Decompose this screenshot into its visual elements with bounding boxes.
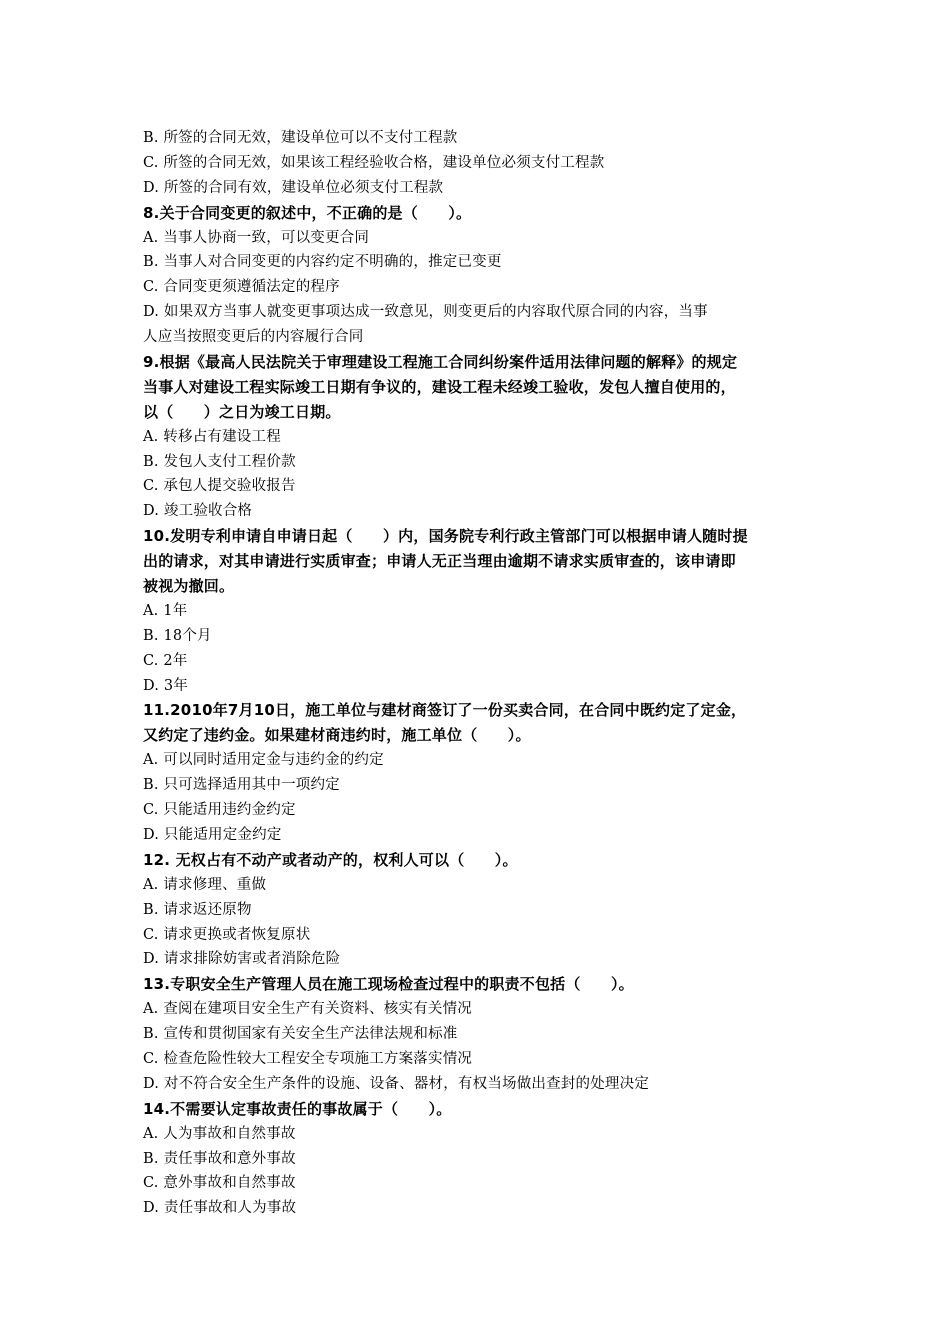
answer-option-line: A. 可以同时适用定金与违约金的约定 — [143, 752, 384, 769]
question-text-line: 12. 无权占有不动产或者动产的，权利人可以（ ）。 — [143, 850, 518, 869]
answer-option-line: A. 转移占有建设工程 — [143, 428, 281, 445]
answer-option-line: D. 所签的合同有效，建设单位必须支付工程款 — [143, 179, 444, 196]
answer-option-line: B. 18个月 — [143, 627, 212, 644]
answer-option-line: D. 对不符合安全生产条件的设施、设备、器材，有权当场做出查封的处理决定 — [143, 1075, 650, 1092]
answer-option-line: B. 所签的合同无效，建设单位可以不支付工程款 — [143, 130, 458, 146]
question-text-line: 13.专职安全生产管理人员在施工现场检查过程中的职责不包括（ ）。 — [143, 975, 634, 994]
answer-option-line: C. 承包人提交验收报告 — [143, 478, 296, 495]
answer-option-line: D. 只能适用定金约定 — [143, 826, 282, 843]
answer-option-line: D. 3年 — [143, 677, 189, 694]
document-body — [143, 126, 813, 1221]
answer-option-line: D. 如果双方当事人就变更事项达成一致意见，则变更后的内容取代原合同的内容，当事 — [143, 304, 708, 321]
answer-option-line: A. 当事人协商一致，可以变更合同 — [143, 229, 370, 246]
answer-option-line: C. 检查危险性较大工程安全专项施工方案落实情况 — [143, 1050, 473, 1067]
answer-option-line: D. 竣工验收合格 — [143, 503, 253, 520]
answer-option-line: A. 1年 — [143, 602, 188, 619]
question-text-line: 9.根据《最高人民法院关于审理建设工程施工合同纠纷案件适用法律问题的解释》的规定 — [143, 353, 738, 372]
answer-option-line: D. 请求排除妨害或者消除危险 — [143, 951, 341, 968]
answer-option-line: 人应当按照变更后的内容履行合同 — [143, 329, 364, 346]
answer-option-line: C. 请求更换或者恢复原状 — [143, 926, 311, 943]
answer-option-line: B. 责任事故和意外事故 — [143, 1150, 296, 1167]
answer-option-line: B. 宣传和贯彻国家有关安全生产法律法规和标准 — [143, 1026, 458, 1043]
question-text-line: 被视为撤回。 — [143, 577, 235, 596]
answer-option-line: C. 所签的合同无效，如果该工程经验收合格，建设单位必须支付工程款 — [143, 154, 605, 171]
question-text-line: 11.2010年7月10日，施工单位与建材商签订了一份买卖合同，在合同中既约定了定金， — [143, 701, 747, 720]
question-text-line: 当事人对建设工程实际竣工日期有争议的，建设工程未经竣工验收，发包人擅自使用的， — [143, 377, 736, 396]
answer-option-line: C. 意外事故和自然事故 — [143, 1175, 296, 1192]
question-text-line: 10.发明专利申请自申请日起（ ）内，国务院专利行政主管部门可以根据申请人随时提 — [143, 527, 748, 546]
answer-option-line: A. 请求修理、重做 — [143, 876, 267, 893]
answer-option-line: C. 合同变更须遵循法定的程序 — [143, 279, 340, 296]
answer-option-line: B. 当事人对合同变更的内容约定不明确的，推定已变更 — [143, 254, 502, 271]
answer-option-line: C. 2年 — [143, 652, 188, 669]
question-text-line: 出的请求，对其申请进行实质审查；申请人无正当理由逾期不请求实质审查的，该申请即 — [143, 552, 736, 571]
answer-option-line: A. 查阅在建项目安全生产有关资料、核实有关情况 — [143, 1001, 472, 1018]
answer-option-line: B. 请求返还原物 — [143, 901, 252, 918]
answer-option-line: D. 责任事故和人为事故 — [143, 1200, 297, 1217]
answer-option-line: A. 人为事故和自然事故 — [143, 1125, 296, 1142]
question-text-line: 又约定了违约金。如果建材商违约时，施工单位（ ）。 — [143, 726, 531, 745]
question-text-line: 14.不需要认定事故责任的事故属于（ ）。 — [143, 1099, 452, 1118]
question-text-line: 8.关于合同变更的叙述中，不正确的是（ ）。 — [143, 203, 472, 222]
answer-option-line: B. 只可选择适用其中一项约定 — [143, 777, 340, 794]
answer-option-line: B. 发包人支付工程价款 — [143, 453, 296, 470]
answer-option-line: C. 只能适用违约金约定 — [143, 802, 296, 819]
question-text-line: 以（ ）之日为竣工日期。 — [143, 402, 341, 421]
